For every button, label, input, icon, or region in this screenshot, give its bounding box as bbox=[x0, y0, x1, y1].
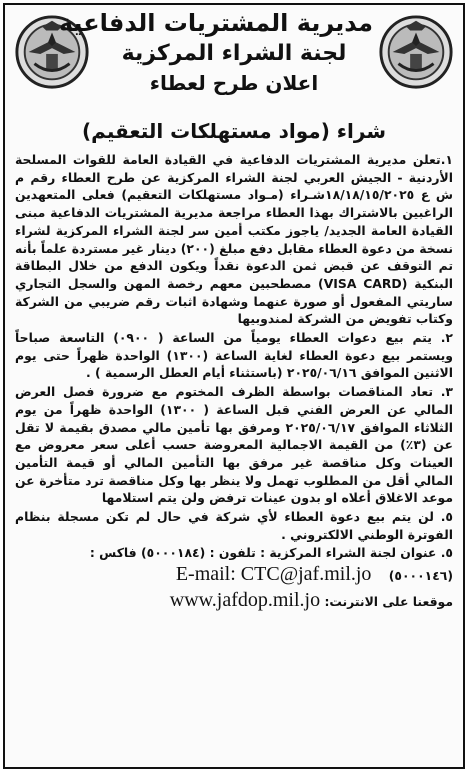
announcement-title: اعلان طرح لعطاء bbox=[149, 71, 319, 95]
header-titles bbox=[58, 7, 373, 97]
website-label: موقعنا على الانترنت: bbox=[324, 594, 453, 610]
paragraph-4: ٥. لن يتم بيع دعوة العطاء لأي شركة في حال لم تكن مسجلة بنظام الفوترة الوطني الالكتروني . bbox=[15, 509, 453, 542]
email-address[interactable]: E-mail: CTC@jaf.mil.jo bbox=[175, 563, 372, 586]
header bbox=[5, 5, 463, 143]
website-link[interactable]: www.jafdop.mil.jo bbox=[169, 589, 321, 612]
advertisement-frame bbox=[3, 3, 465, 769]
email-line bbox=[15, 562, 453, 588]
tender-subject: شراء (مواد مستهلكات التعقيم) bbox=[82, 119, 386, 143]
fax-number: (٥٠٠٠١٤٦) bbox=[388, 568, 453, 584]
website-line bbox=[15, 588, 453, 614]
directorate-title: مديرية المشتريات الدفاعية bbox=[58, 9, 373, 37]
paragraph-3: ٣. تعاد المناقصات بواسطة الظرف المختوم مع ضرورة فصل العرض المالي عن العرض الفني قبل الساعة ( ١٣٠٠) الواحدة ظهراً من يوم الثلاثاء الموافق ٢٠٢٥/٠٦/١٧ ومرفق بها تأمين مالي مصدق بقيمة لا تقل عن (٣٪) من القيمة الاجمالية المعروضة حسب أعلى سعر معروض مع العينات وكل مناقصة غير مرفق بها التأمين المالي أو قيمة التأمين المالي أقل من المطلوب تهمل ولا ينظر بها وكل مناقصة ترد متأخرة عن موعد الاغلاق أعلاه او بدون عينات ترفض ولن يتم استلامها bbox=[15, 384, 453, 506]
jaf-emblem-icon bbox=[377, 13, 455, 91]
announcement-body bbox=[15, 151, 453, 761]
contact-phone-fax bbox=[15, 544, 453, 562]
paragraph-1: ١.تعلن مديرية المشتريات الدفاعية في القيادة العامة للقوات المسلحة الأردنية - الجيش العربي لجنة الشراء المركزية عن طرح العطاء رقم م ش ع ١٨/١٨/١٥/٢٠٢٥شـراء (مـواد مستهلكات التعقيم) فعلى المتعهدين الراغبين بالاشتراك بهذا العطاء مراجعة مديرية المشتريات الدفاعية مبنى القيادة العامة الجديد/ ياجوز مكتب أمين سر لجنة الشراء المركزية لشراء نسخة من دعوة العطاء مقابل دفع مبلغ (٢٠٠) دينار غير مستردة علماً بأنه تم التوقف عن قبض ثمن الدعوة نقداً ويكون الدفع من خلال البطاقة البنكية (VISA CARD) مصطحبين معهم رخصة المهن والسجل التجاري ساريتي المفعول أو صورة عنهما وشهادة اثبات رقم ضريبي من الشركة وكتاب تفويض من الشركة لمندوبيها bbox=[15, 152, 453, 327]
contact-block bbox=[15, 544, 453, 614]
paragraph-2: ٢. يتم بيع دعوات العطاء يومياً من الساعة ( ٠٩٠٠) التاسعة صباحاً ويستمر بيع دعوة العطاء لغاية الساعة (١٣٠٠) الواحدة ظهراً حتى يوم الاثنين الموافق ٢٠٢٥/٠٦/١٦ (باستثناء أيام العطل الرسمية ) . bbox=[15, 330, 453, 381]
committee-title: لجنة الشراء المركزية bbox=[121, 41, 347, 66]
contact-phone: ٥. عنوان لجنة الشراء المركزية : تلفون : (٥٠٠٠١٨٤) فاكس : bbox=[89, 545, 453, 561]
